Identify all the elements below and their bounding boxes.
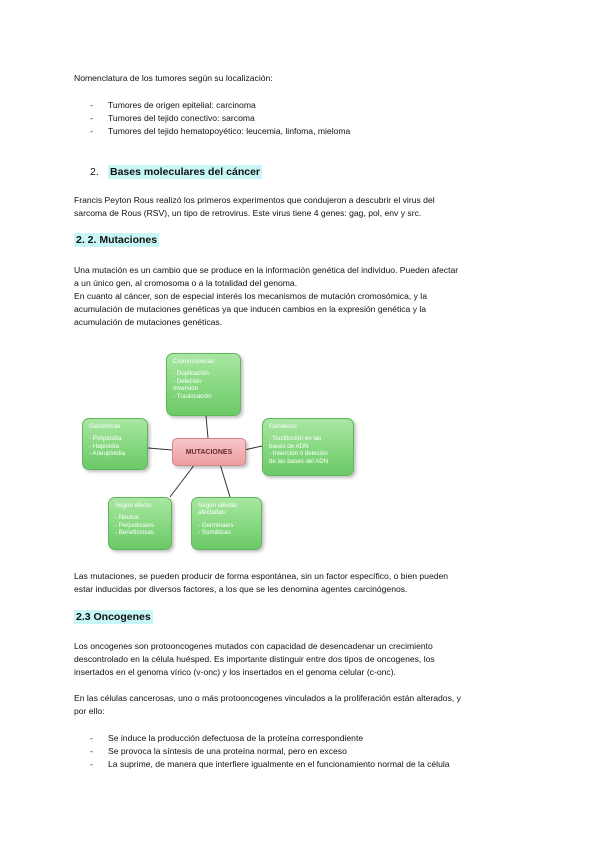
paragraph-line: Las mutaciones, se pueden producir de forma espontánea, sin un factor específico, o bien pueden <box>74 571 449 581</box>
connector-line <box>148 448 172 450</box>
paragraph-line: acumulación de mutaciones genéticas. <box>74 317 223 327</box>
connector-line <box>220 464 230 497</box>
paragraph-line: Una mutación es un cambio que se produce en la información genética del individuo. Pueden afectar <box>74 265 459 275</box>
connector-line <box>244 446 262 450</box>
paragraph-line: descontrolado en la célula huésped. Es importante distinguir entre dos tipos de oncogenes, los <box>74 654 435 664</box>
paragraph-line: acumulación de mutaciones genéticas ya que inducen cambios en la expresión genética y la <box>74 304 427 314</box>
paragraph-line: Francis Peyton Rous realizó los primeros experimentos que condujeron a descubrir el virus del <box>74 195 435 205</box>
section-heading: Bases moleculares del cáncer <box>110 166 261 178</box>
paragraph-line: En las células cancerosas, uno o más protooncogenes vinculados a la proliferación están alterados, y <box>74 693 461 703</box>
list-item: - Se induce la producción defectuosa de la proteína correspondiente <box>90 733 364 743</box>
paragraph-line: a un único gen, al cromosoma o a la totalidad del genoma. <box>74 278 298 288</box>
intro-text: Nomenclatura de los tumores según su localización: <box>74 73 273 83</box>
section-heading: 2. 2. Mutaciones <box>76 234 158 246</box>
node-segun-celulas: Según células afectadas: - Germinales - Somáticas <box>191 497 262 550</box>
list-item: - Tumores del tejido hematopoyético: leucemia, linfoma, mieloma <box>90 126 351 136</box>
section-number: 2. <box>90 166 99 178</box>
paragraph-line: En cuanto al cáncer, son de especial interés los mecanismos de mutación cromosómica, y la <box>74 291 427 301</box>
paragraph-line: Los oncogenes son protooncogenes mutados con capacidad de desencadenar un crecimiento <box>74 641 433 651</box>
list-item: - Se provoca la síntesis de una proteína normal, pero en exceso <box>90 746 347 756</box>
section-heading: 2.3 Oncogenes <box>76 611 151 623</box>
paragraph-line: sarcoma de Rous (RSV), un tipo de retrovirus. Este virus tiene 4 genes: gag, pol, env y src. <box>74 208 422 218</box>
list-item: - Tumores de origen epitelial: carcinoma <box>90 100 256 110</box>
list-item: - La suprime, de manera que interfiere igualmente en el funcionamiento normal de la célula <box>90 759 450 769</box>
paragraph-line: estar inducidas por diversos factores, a los que se les denomina agentes carcinógenos. <box>74 584 408 594</box>
connector-line <box>206 416 208 438</box>
list-item: - Tumores del tejido conectivo: sarcoma <box>90 113 255 123</box>
node-geneticas: Genéticas - Sustitución en las bases de ADN - Inserción o deleción de las bases del ADN <box>262 418 354 476</box>
node-cromosomicas: Cromosómicas - Duplicación - Deleción Inversión - Traslocación <box>166 353 241 416</box>
node-genomicas: Genómicas - Poliploidía - Haploidía - Aneuploidía <box>82 418 148 470</box>
connector-line <box>170 464 195 497</box>
node-mutaciones: MUTACIONES <box>172 438 246 466</box>
paragraph-line: insertados en el genoma vírico (v-onc) y los insertados en el genoma celular (c-onc). <box>74 667 396 677</box>
node-segun-efecto: Según efecto - Neutral - Perjudiciales - Beneficiosas <box>108 497 172 550</box>
paragraph-line: por ello: <box>74 706 105 716</box>
